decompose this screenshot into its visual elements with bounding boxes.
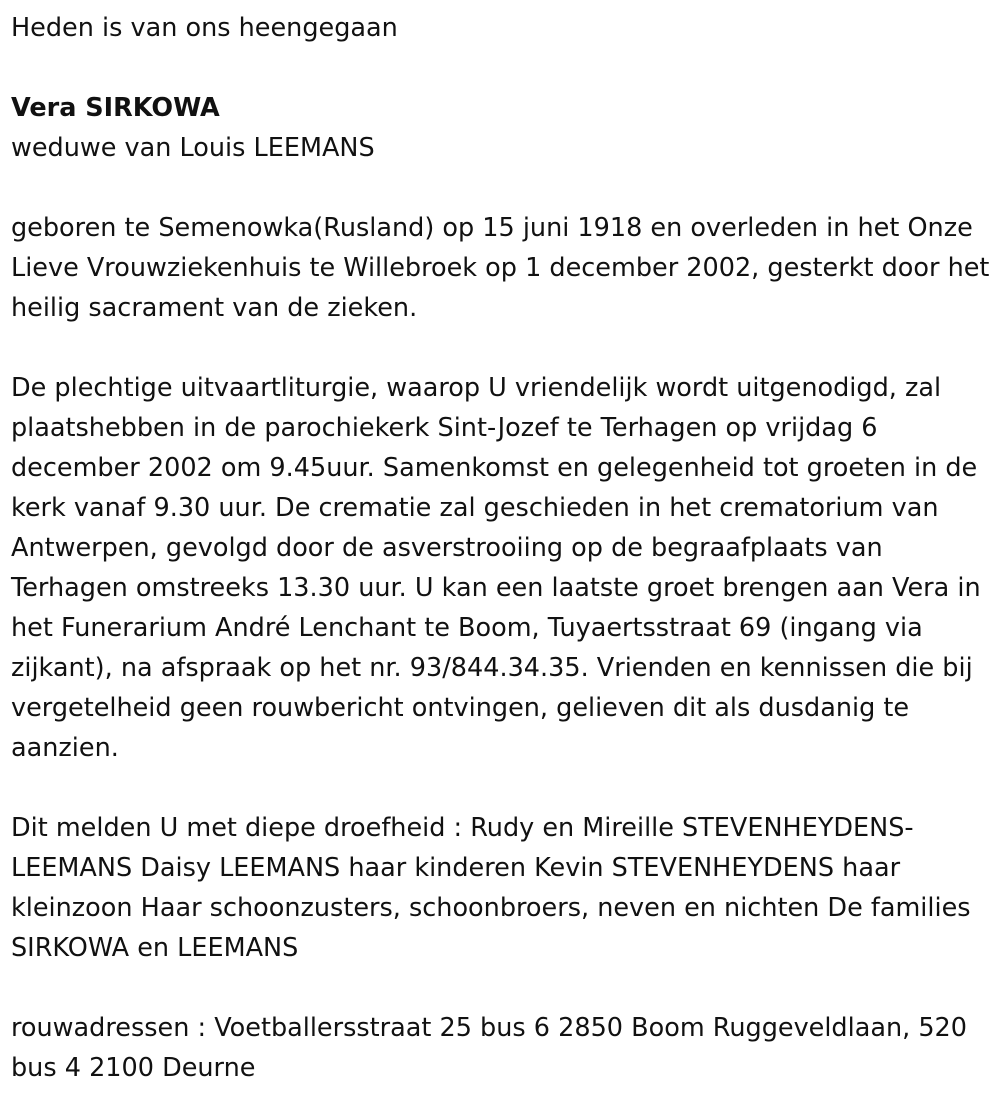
spouse-text: weduwe van Louis LEEMANS [11, 133, 375, 163]
spacer [11, 48, 990, 88]
spacer [11, 168, 990, 208]
announcement-paragraph: Dit melden U met diepe droefheid : Rudy en Mireille STEVENHEYDENS-LEEMANS Daisy LEEMANS haar kinderen Kevin STEVENHEYDENS haar kleinzoon Haar schoonzusters, schoonbroers, neven en nichten De families SIRKOWA en LEEMANS [11, 813, 971, 963]
spacer [11, 328, 990, 368]
addresses-paragraph: rouwadressen : Voetballersstraat 25 bus 6 2850 Boom Ruggeveldlaan, 520 bus 4 2100 Deurne [11, 1013, 968, 1083]
deceased-name: Vera SIRKOWA [11, 93, 220, 123]
spacer [11, 768, 990, 808]
funeral-paragraph: De plechtige uitvaartliturgie, waarop U vriendelijk wordt uitgenodigd, zal plaatshebben in de parochiekerk Sint-Jozef te Terhagen op vrijdag 6 december 2002 om 9.45uur. Samenkomst en gelegenheid tot groeten in de kerk vanaf 9.30 uur. De crematie zal geschieden in het crematorium van Antwerpen, gevolgd door de asverstrooiing op de begraafplaats van Terhagen omstreeks 13.30 uur. U kan een laatste groet brengen aan Vera in het Funerarium André Lenchant te Boom, Tuyaertsstraat 69 (ingang via zijkant), na afspraak op het nr. 93/844.34.35. Vrienden en kennissen die bij vergetelheid geen rouwbericht ontvingen, gelieven dit als dusdanig te aanzien. [11, 373, 981, 763]
birth-death-paragraph: geboren te Semenowka(Rusland) op 15 juni 1918 en overleden in het Onze Lieve Vrouwziekenhuis te Willebroek op 1 december 2002, gesterkt door het heilig sacrament van de zieken. [11, 213, 990, 323]
intro-text: Heden is van ons heengegaan [11, 13, 398, 43]
spacer [11, 968, 990, 1008]
